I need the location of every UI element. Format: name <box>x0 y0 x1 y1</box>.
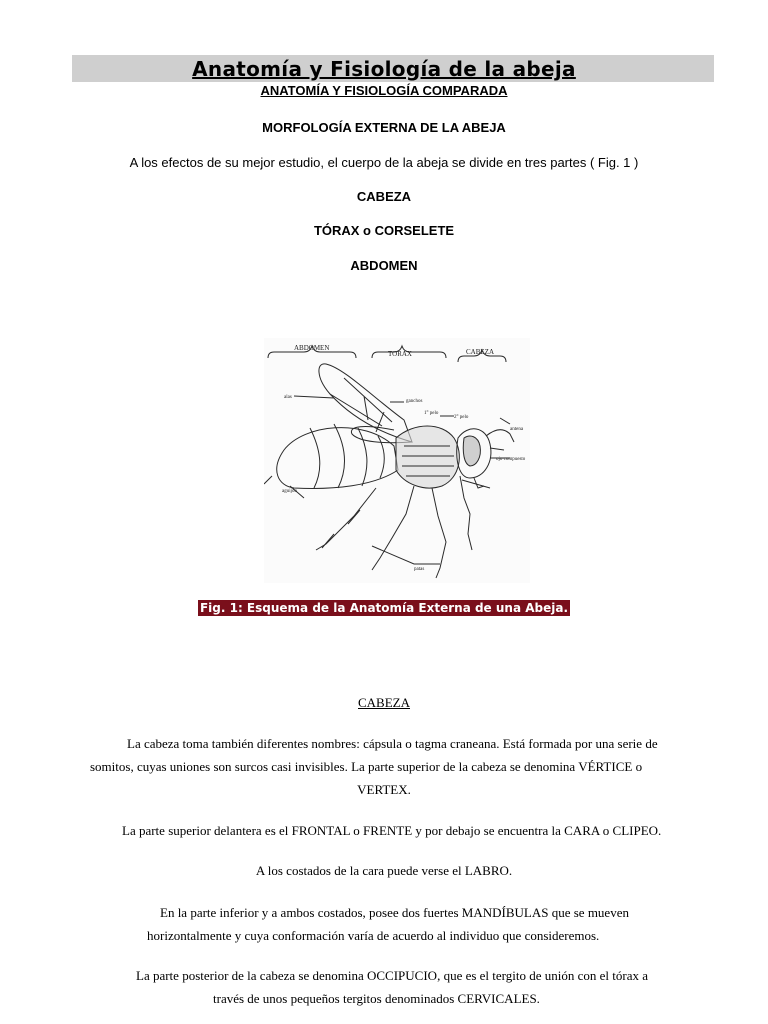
front-leg <box>372 486 414 570</box>
subtitle: ANATOMÍA Y FISIOLOGÍA COMPARADA <box>260 83 508 98</box>
figure-caption <box>0 599 768 617</box>
abdomen-shape <box>277 428 398 489</box>
part-abdomen: ABDOMEN <box>350 258 418 273</box>
svg-text:ganchos: ganchos <box>406 399 423 404</box>
thorax-shape <box>396 426 459 488</box>
part-torax: TÓRAX o CORSELETE <box>313 223 455 238</box>
paragraph-3: A los costados de la cara puede verse el LABRO. <box>255 863 513 878</box>
intro-paragraph: A los efectos de su mejor estudio, el cuerpo de la abeja se divide en tres partes ( Fig. 1 ) <box>129 155 639 170</box>
cabeza-heading: CABEZA <box>358 695 410 710</box>
fig-label-abdomen: ABDOMEN <box>294 344 330 352</box>
paragraph-5-line-1: La parte posterior de la cabeza se denomina OCCIPUCIO, que es el tergito de unión con el tórax a <box>136 968 649 983</box>
bee-anatomy-figure <box>264 338 530 583</box>
svg-text:aguijón: aguijón <box>282 489 297 494</box>
part-cabeza: CABEZA <box>356 189 412 204</box>
rear-leg <box>460 476 472 550</box>
hind-leg <box>316 488 376 550</box>
paragraph-5-line-2: través de unos pequeños tergitos denominados CERVICALES. <box>213 991 540 1006</box>
figure-caption-text: Fig. 1: Esquema de la Anatomía Externa de una Abeja. <box>199 601 569 615</box>
svg-text:1° pelo: 1° pelo <box>424 411 439 416</box>
paragraph-1-line-2: somitos, cuyas uniones son surcos casi invisibles. La parte superior de la cabeza se denomina VÉRTICE o <box>90 759 643 774</box>
paragraph-4-line-1: En la parte inferior y a ambos costados, posee dos fuertes MANDÍBULAS que se mueven <box>160 905 629 920</box>
paragraph-2: La parte superior delantera es el FRONTAL o FRENTE y por debajo se encuentra la CARA o CLIPEO. <box>122 823 662 838</box>
page-title: Anatomía y Fisiología de la abeja <box>192 57 576 81</box>
section-heading: MORFOLOGÍA EXTERNA DE LA ABEJA <box>262 120 506 135</box>
svg-text:antena: antena <box>510 427 524 432</box>
fig-label-cabeza: CABEZA <box>466 348 494 356</box>
svg-text:2° pelo: 2° pelo <box>454 415 469 420</box>
paragraph-4-line-2: horizontalmente y cuya conformación varía de acuerdo al individuo que consideremos. <box>147 928 600 943</box>
paragraph-1-line-1: La cabeza toma también diferentes nombres: cápsula o tagma craneana. Está formada por una serie de <box>127 736 658 751</box>
fig-label-torax: TORAX <box>388 350 412 358</box>
svg-text:patas: patas <box>414 567 425 572</box>
paragraph-1-line-3: VERTEX. <box>357 782 411 797</box>
svg-text:alas: alas <box>284 395 292 400</box>
svg-text:ojo compuesto: ojo compuesto <box>496 457 526 462</box>
